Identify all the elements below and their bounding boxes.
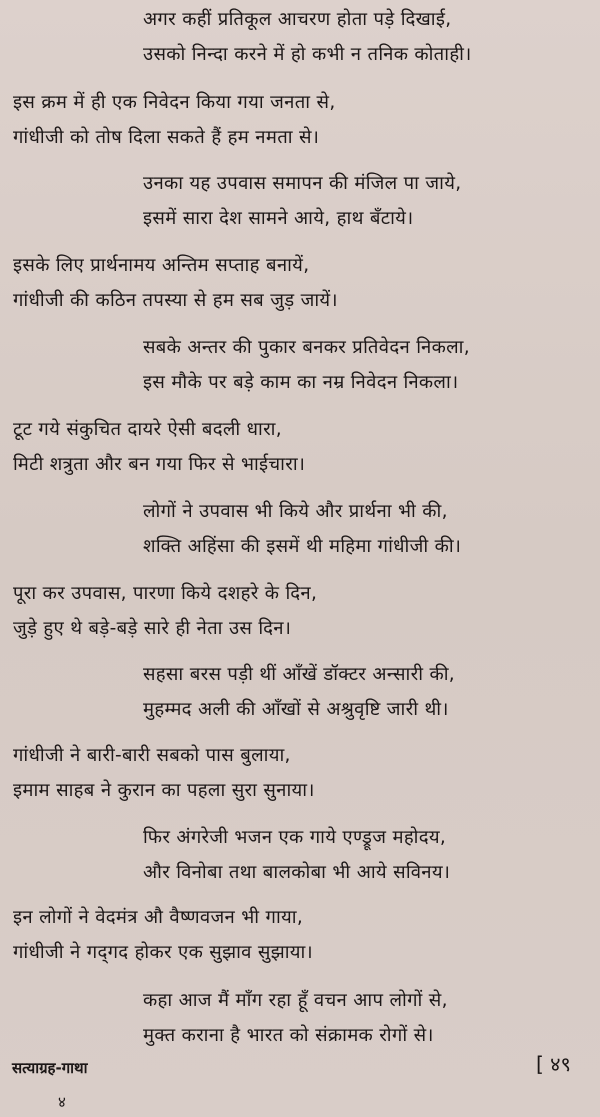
verse-line: पूरा कर उपवास, पारणा किये दशहरे के दिन, xyxy=(13,583,318,604)
stanza-7 xyxy=(143,494,461,564)
stanza-13 xyxy=(143,983,448,1053)
verse-line: टूट गये संकुचित दायरे ऐसी बदली धारा, xyxy=(13,419,282,440)
verse-line: इसमें सारा देश सामने आये, हाथ बँटाये। xyxy=(143,208,414,229)
stanza-12 xyxy=(13,900,313,970)
verse-line: गांधीजी ने बारी-बारी सबको पास बुलाया, xyxy=(13,745,291,766)
stanza-6 xyxy=(13,412,305,482)
verse-line: गांधीजी ने गद्‌गद होकर एक सुझाव सुझाया। xyxy=(13,942,313,963)
verse-line: गांधीजी की कठिन तपस्या से हम सब जुड़ जायें। xyxy=(13,290,338,311)
verse-line: इन लोगों ने वेदमंत्र औ वैष्णवजन भी गाया, xyxy=(13,907,304,928)
stanza-3 xyxy=(143,166,461,236)
verse-line: गांधीजी को तोष दिला सकते हैं हम नमता से। xyxy=(13,127,320,148)
verse-line: सबके अन्तर की पुकार बनकर प्रतिवेदन निकला, xyxy=(143,337,470,358)
verse-line: लोगों ने उपवास भी किये और प्रार्थना भी की, xyxy=(143,501,448,522)
verse-line: अगर कहीं प्रतिकूल आचरण होता पड़े दिखाई, xyxy=(143,9,452,30)
stanza-9 xyxy=(143,657,455,727)
verse-line: कहा आज मैं माँग रहा हूँ वचन आप लोगों से, xyxy=(143,990,448,1011)
stanza-11 xyxy=(143,820,450,890)
stanza-1 xyxy=(143,2,472,72)
stanza-5 xyxy=(143,330,470,400)
verse-line: मुहम्मद अली की आँखों से अश्रुवृष्टि जारी थी। xyxy=(143,699,449,720)
verse-line: मिटी शत्रुता और बन गया फिर से भाईचारा। xyxy=(13,454,306,475)
verse-line: इस क्रम में ही एक निवेदन किया गया जनता से, xyxy=(13,92,336,113)
book-title: सत्याग्रह-गाथा xyxy=(12,1059,88,1077)
verse-line: सहसा बरस पड़ी थीं आँखें डॉक्टर अन्सारी की, xyxy=(143,664,455,685)
stanza-2 xyxy=(13,85,336,155)
verse-line: मुक्त कराना है भारत को संक्रामक रोगों से। xyxy=(143,1025,434,1046)
verse-line: शक्ति अहिंसा की इसमें थी महिमा गांधीजी की। xyxy=(143,536,462,557)
stanza-8 xyxy=(13,576,317,646)
verse-line: और विनोबा तथा बालकोबा भी आये सविनय। xyxy=(143,862,451,883)
verse-line: उनका यह उपवास समापन की मंजिल पा जाये, xyxy=(143,173,462,194)
verse-line: जुड़े हुए थे बड़े-बड़े सारे ही नेता उस दिन। xyxy=(13,618,292,639)
verse-line: इसके लिए प्रार्थनामय अन्तिम सप्ताह बनायें, xyxy=(13,255,310,276)
stanza-10 xyxy=(13,738,315,808)
verse-line: फिर अंगरेजी भजन एक गाये एण्ड्रूज महोदय, xyxy=(143,827,447,848)
verse-line: इस मौके पर बड़े काम का नम्र निवेदन निकला। xyxy=(143,372,459,393)
verse-line: उसको निन्दा करने में हो कभी न तनिक कोताही। xyxy=(143,44,472,65)
signature-mark: ४ xyxy=(58,1093,66,1111)
verse-line: इमाम साहब ने कुरान का पहला सुरा सुनाया। xyxy=(13,780,315,801)
stanza-4 xyxy=(13,248,338,318)
page-number: [ ४९ xyxy=(536,1052,571,1076)
